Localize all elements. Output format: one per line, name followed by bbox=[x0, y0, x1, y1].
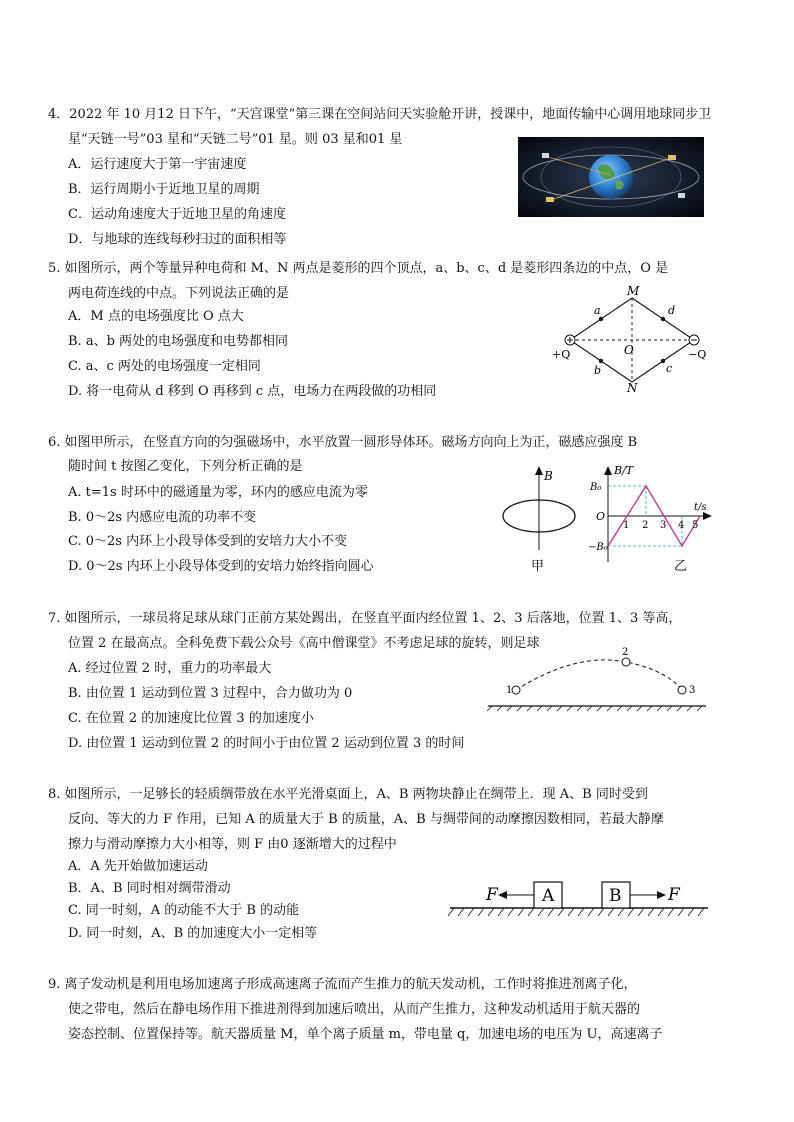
label-neg-b0: −B₀ bbox=[588, 542, 608, 553]
tick-5: 5 bbox=[692, 520, 699, 531]
tick-2: 2 bbox=[642, 520, 649, 531]
tick-3: 3 bbox=[660, 520, 667, 531]
q7-option-c: C. 在位置 2 的加速度比位置 3 的加速度小 bbox=[68, 711, 314, 726]
ring-in-field-figure bbox=[494, 462, 584, 574]
label-t-axis: t/s bbox=[694, 502, 707, 513]
label-position-3: 3 bbox=[689, 685, 696, 696]
q4-line-2: 星“天链一号”03 星和“天链二号”01 星。则 03 星和01 星 bbox=[68, 132, 403, 147]
block-a-label: A bbox=[542, 886, 555, 906]
q8-option-c: C. 同一时刻，A 的动能不大于 B 的动能 bbox=[68, 903, 300, 918]
b-t-graph bbox=[588, 462, 712, 574]
label-b-axis: B/T bbox=[614, 464, 634, 477]
q4-option-d: D．与地球的连线每秒扫过的面积相等 bbox=[68, 232, 287, 247]
q9-line-3: 姿态控制、位置保持等。航天器质量 M，单个离子质量 m，带电量 q，加速电场的电压为 U，高速离子 bbox=[68, 1027, 663, 1042]
label-plus-q: +Q bbox=[552, 348, 571, 361]
force-f-left: F bbox=[486, 885, 498, 905]
q5-line-1: 5. 如图所示，两个等量异种电荷和 M、N 两点是菱形的四个顶点，a、b、c、d 是菱形四条边的中点，O 是 bbox=[48, 261, 669, 276]
q8-line-3: 擦力与滑动摩擦力大小相等，则 F 由0 逐渐增大的过程中 bbox=[68, 837, 397, 852]
q7-line-1: 7. 如图所示，一球员将足球从球门正前方某处踢出，在竖直平面内经位置 1、2、3 后落地，位置 1、3 等高， bbox=[48, 611, 682, 626]
label-minus-q: −Q bbox=[688, 348, 707, 361]
label-b-field: B bbox=[544, 469, 553, 483]
q6-option-c: C. 0～2s 内环上小段导体受到的安培力大小不变 bbox=[68, 534, 348, 549]
q6-line-2: 随时间 t 按图乙变化，下列分析正确的是 bbox=[68, 459, 303, 474]
label-d: d bbox=[668, 304, 676, 317]
q8-line-2: 反向、等大的力 F 作用，已知 A 的质量大于 B 的质量，A、B 与绸带间的动摩擦因数相同，若最大静摩 bbox=[68, 812, 664, 827]
label-origin: O bbox=[596, 510, 606, 523]
label-yi: 乙 bbox=[674, 559, 688, 574]
q7-option-a: A. 经过位置 2 时，重力的功率最大 bbox=[68, 661, 272, 676]
q9-line-2: 使之带电，然后在静电场作用下推进剂得到加速后喷出，从而产生推力，这种发动机适用于航天器的 bbox=[68, 1002, 641, 1017]
label-n: N bbox=[627, 381, 638, 392]
q5-line-2: 两电荷连线的中点。下列说法正确的是 bbox=[68, 286, 290, 301]
q5-option-c: C. a、c 两处的电场强度一定相同 bbox=[68, 359, 261, 374]
q6-option-b: B. 0～2s 内感应电流的功率不变 bbox=[68, 510, 257, 525]
q9-line-1: 9. 离子发动机是利用电场加速离子形成高速离子流而产生推力的航天发动机，工作时将推进剂离子化， bbox=[48, 977, 637, 992]
q5-option-a: A．M 点的电场强度比 O 点大 bbox=[68, 309, 244, 324]
label-a: a bbox=[594, 304, 601, 317]
label-o: O bbox=[624, 343, 634, 357]
label-position-1: 1 bbox=[506, 685, 513, 696]
q8-option-b: B．A、B 同时相对绸带滑动 bbox=[68, 881, 231, 896]
football-trajectory-figure bbox=[486, 646, 708, 712]
label-c: c bbox=[666, 362, 673, 375]
tick-1: 1 bbox=[623, 520, 630, 531]
label-b: b bbox=[594, 364, 602, 377]
q4-option-c: C．运动角速度大于近地卫星的角速度 bbox=[68, 207, 286, 222]
q8-line-1: 8. 如图所示，一足够长的轻质绸带放在水平光滑桌面上，A、B 两物块静止在绸带上．现 A、B 同时受到 bbox=[48, 787, 648, 802]
q5-option-d: D. 将一电荷从 d 移到 O 再移到 c 点，电场力在两段做的功相同 bbox=[68, 384, 437, 399]
q6-option-d: D. 0～2s 内环上小段导体受到的安培力始终指向圆心 bbox=[68, 559, 374, 574]
q4-option-a: A．运行速度大于第一宇宙速度 bbox=[68, 157, 247, 172]
q8-option-a: A．A 先开始做加速运动 bbox=[68, 859, 208, 874]
q7-option-b: B. 由位置 1 运动到位置 3 过程中，合力做功为 0 bbox=[68, 686, 353, 701]
q7-option-d: D. 由位置 1 运动到位置 2 的时间小于由位置 2 运动到位置 3 的时间 bbox=[68, 736, 465, 751]
q4-line-1: 4．2022 年 10 月12 日下午，“天宫课堂”第三课在空间站问天实验舱开讲，授课中，地面传输中心调用地球同步卫 bbox=[48, 107, 712, 122]
block-b-label: B bbox=[609, 886, 622, 906]
label-position-2: 2 bbox=[622, 647, 629, 658]
label-jia: 甲 bbox=[531, 559, 545, 574]
earth-satellite-photo bbox=[518, 137, 704, 217]
q6-line-1: 6. 如图甲所示，在竖直方向的匀强磁场中，水平放置一圆形导体环。磁场方向向上为正，磁感应强度 B bbox=[48, 435, 638, 450]
force-f-right: F bbox=[668, 885, 680, 905]
tick-4: 4 bbox=[678, 520, 685, 531]
rhombus-charge-diagram bbox=[552, 284, 712, 392]
label-b0: B₀ bbox=[590, 482, 602, 493]
q8-option-d: D. 同一时刻，A、B 的加速度大小一定相等 bbox=[68, 926, 318, 941]
q7-line-2: 位置 2 在最高点。全科免费下载公众号《高中僧课堂》不考虑足球的旋转，则足球 bbox=[68, 636, 540, 651]
q5-option-b: B. a、b 两处的电场强度和电势都相同 bbox=[68, 334, 289, 349]
label-m: M bbox=[627, 284, 640, 298]
blocks-on-ribbon-figure bbox=[446, 870, 712, 922]
q4-option-b: B．运行周期小于近地卫星的周期 bbox=[68, 182, 260, 197]
q6-option-a: A. t=1s 时环中的磁通量为零，环内的感应电流为零 bbox=[68, 485, 368, 500]
